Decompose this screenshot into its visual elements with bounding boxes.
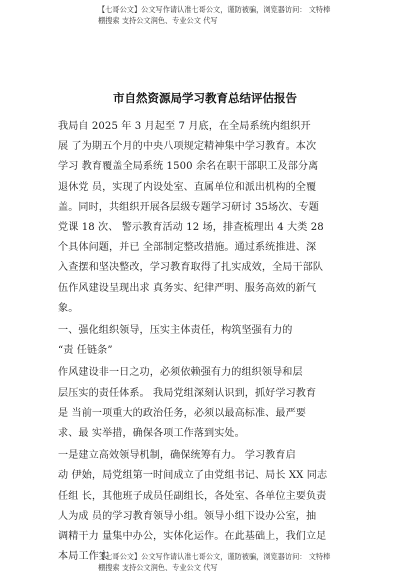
paragraph-responsibility xyxy=(58,363,356,444)
document-body xyxy=(58,117,356,567)
text-line: 我局自 2025 年 3 月起至 7 月底，在全局系统内组织开 xyxy=(58,121,311,132)
header-line-2: 棚搜索 支持公文润色、专业公文 代写 xyxy=(98,16,218,25)
heading-line: “责 任链条” xyxy=(58,345,113,357)
section-heading-1 xyxy=(58,321,356,361)
heading-line: 一、强化组织领导，压实主体责任，构筑坚强有力的 xyxy=(58,325,293,337)
page-footer-watermark xyxy=(98,551,398,573)
text-line: 入查摆和坚决整改，学习教育取得了扎实成效，全局干部队 xyxy=(58,262,324,274)
text-line: 伍作风建设呈现出求 真务实、纪律严明、服务高效的新气 xyxy=(58,282,317,294)
text-line: 动 伊始，局党组第一时间成立了由党组书记、局长 XX 同志 xyxy=(58,470,328,482)
paragraph-intro xyxy=(58,117,356,319)
header-line-1: 【七哥公文】公文写作请认准七哥公文，谨防被骗，浏览器访问： 文特棒 xyxy=(98,5,331,14)
text-line: 党课 18 次、 警示教育活动 12 场，排查梳理出 4 大类 28 xyxy=(58,222,324,234)
text-line: 调精干力 量集中办公，实体化运作。在此基础上，我们立足 xyxy=(58,531,327,543)
text-line: 学习 教育覆盖全局系统 1500 余名在职干部职工及部分离 xyxy=(58,161,319,173)
text-line: 人为成 员的学习教育领导小组。领导小组下设办公室，抽 xyxy=(58,510,317,522)
document-title: 市自然资源局学习教育总结评估报告 xyxy=(113,91,297,105)
text-line: 退休党 员，实现了内设处室、直属单位和派出机构的全覆 xyxy=(58,181,317,193)
text-line: 作风建设非一日之功，必须依赖强有力的组织领导和层 xyxy=(58,367,303,379)
text-line: 个具体问题，并已 全部制定整改措施。通过系统推进、深 xyxy=(58,242,317,254)
text-line: 一是建立高效领导机制，确保统筹有力。 学习教育启 xyxy=(58,450,296,462)
page-header-watermark xyxy=(98,4,398,26)
text-line: 任组 长，其他班子成员任副组长，各处室、各单位主要负责 xyxy=(58,490,327,502)
text-line: 盖。同时，共组织开展各层级专题学习研讨 35场次、专题 xyxy=(58,201,320,213)
text-line: 层压实的责任体系。 我局党组深刻认识到，抓好学习教育 xyxy=(58,387,317,399)
text-line: 象。 xyxy=(58,302,79,314)
footer-line-1: 【七哥公文】公文写作请认准七哥公文，谨防被骗，浏览器访问： 文特棒 xyxy=(98,552,331,561)
text-line: 求、最 实举措，确保各项工作落到实处。 xyxy=(58,428,245,440)
text-line: 展 了为期五个月的中央八项规定精神集中学习教育。本次 xyxy=(58,141,317,153)
text-line: 是 当前一项重大的政治任务，必须以最高标准、最严要 xyxy=(58,407,306,419)
paragraph-leadership-mechanism xyxy=(58,446,356,567)
text-line: 本局工作实 xyxy=(58,551,109,563)
footer-line-2: 棚搜索 支持公文润色、专业公文 代写 xyxy=(98,563,218,572)
